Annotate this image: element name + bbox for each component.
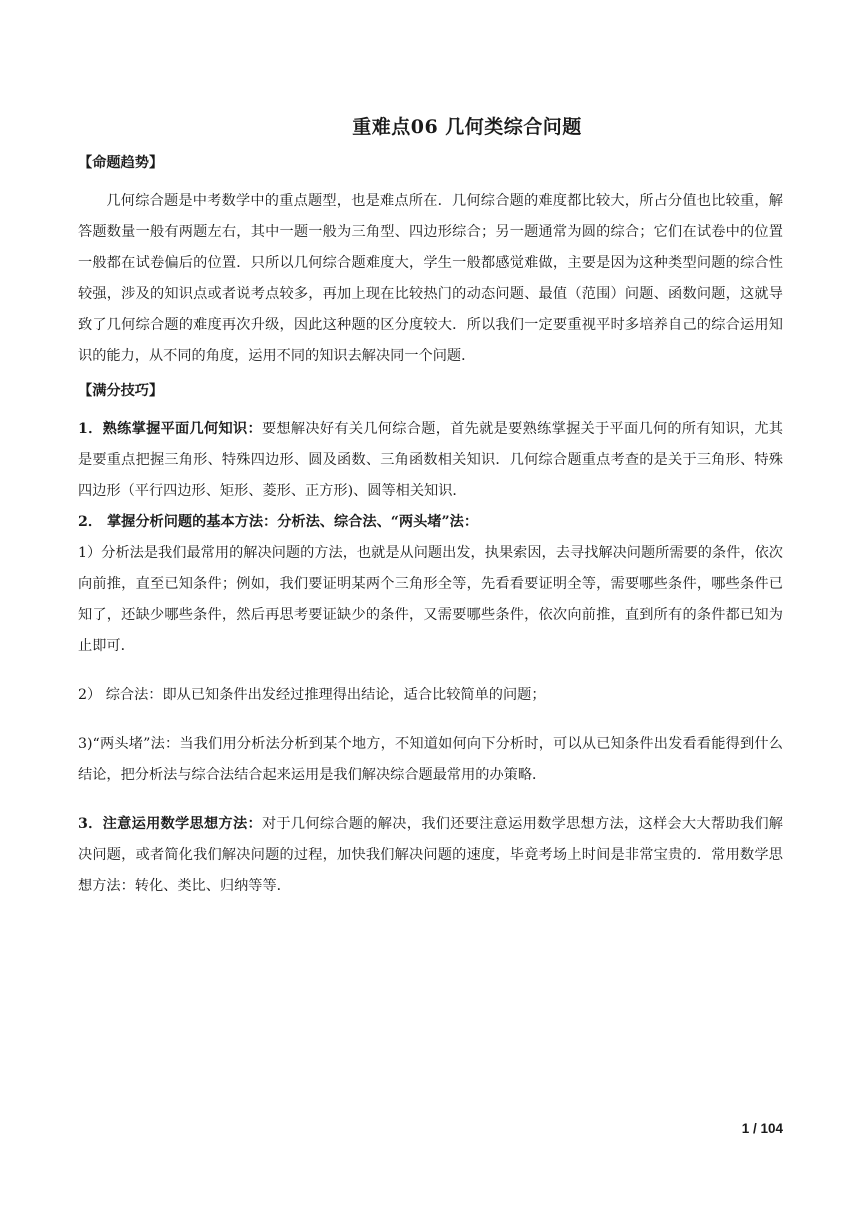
tip-2-sub3: 3)“两头堵”法：当我们用分析法分析到某个地方，不知道如何向下分析时，可以从已知条件出发看看能得到什么结论，把分析法与综合法结合起来运用是我们解决综合题最常用的办策略． bbox=[78, 736, 783, 783]
tip-3-text: 对于几何综合题的解决，我们还要注意运用数学思想方法，这样会大大帮助我们解决问题，或者简化我们解决问题的过程，加快我们解决问题的速度，毕竟考场上时间是非常宝贵的．常用数学思想方法：转化、类比、归纳等等． bbox=[78, 816, 783, 894]
section-heading-trend: 【命题趋势】 bbox=[78, 155, 164, 171]
tip-1-text: 要想解决好有关几何综合题，首先就是要熟练掌握关于平面几何的所有知识，尤其是要重点把握三角形、特殊四边形、圆及函数、三角函数相关知识．几何综合题重点考查的是关于三角形、特殊四边形（平行四边形、矩形、菱形、正方形)、圆等相关知识． bbox=[78, 421, 783, 499]
tip-1-label: 1．熟练掌握平面几何知识： bbox=[78, 421, 262, 437]
tip-2-label: 2． 掌握分析问题的基本方法：分析法、综合法、“两头堵”法： bbox=[78, 514, 479, 530]
tip-1-paragraph bbox=[78, 414, 783, 507]
trend-paragraph: 几何综合题是中考数学中的重点题型，也是难点所在．几何综合题的难度都比较大，所占分值也比较重，解答题数量一般有两题左右，其中一题一般为三角型、四边形综合；另一题通常为圆的综合；它们在试卷中的位置一般都在试卷偏后的位置．只所以几何综合题难度大，学生一般都感觉难做，主要是因为这种类型问题的综合性较强，涉及的知识点或者说考点较多，再加上现在比较热门的动态问题、最值（范围）问题、函数问题，这就导致了几何综合题的难度再次升级，因此这种题的区分度较大．所以我们一定要重视平时多培养自己的综合运用知识的能力，从不同的角度，运用不同的知识去解决同一个问题． bbox=[78, 193, 783, 364]
document-body bbox=[78, 150, 783, 902]
tip-2-sub1: 1）分析法是我们最常用的解决问题的方法，也就是从问题出发，执果索因，去寻找解决问题所需要的条件，依次向前推，直至已知条件；例如，我们要证明某两个三角形全等，先看看要证明全等，需要哪些条件，哪些条件已知了，还缺少哪些条件，然后再思考要证缺少的条件，又需要哪些条件，依次向前推，直到所有的条件都已知为止即可． bbox=[78, 545, 783, 654]
section-heading-tips: 【满分技巧】 bbox=[78, 383, 164, 399]
page-number: 1 / 104 bbox=[741, 1121, 783, 1136]
tip-3-label: 3．注意运用数学思想方法： bbox=[78, 816, 262, 832]
tip-3-paragraph bbox=[78, 809, 783, 902]
tip-2-sub2: 2） 综合法：即从已知条件出发经过推理得出结论，适合比较简单的问题； bbox=[78, 687, 546, 703]
page-title: 重难点06 几何类综合问题 bbox=[352, 116, 582, 138]
